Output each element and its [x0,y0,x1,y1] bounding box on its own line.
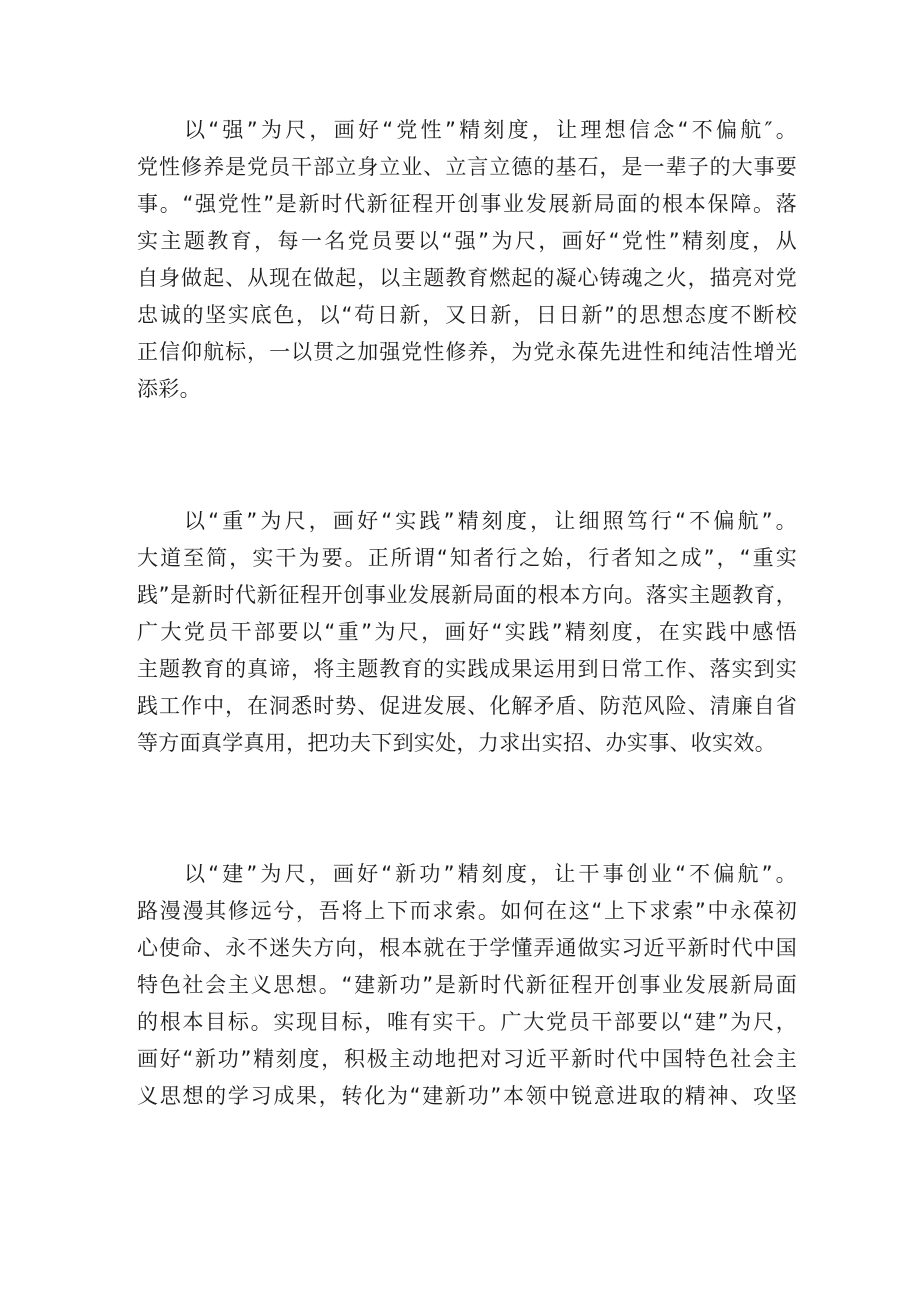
paragraph-line: 心使命、永不迷失方向，根本就在于学懂弄通做实习近平新时代中国 [137,936,797,960]
paragraph-heading-line: 以“建”为尺，画好“新功”精刻度，让干事创业“不偏航”。 [184,862,797,886]
paragraph-line: 忠诚的坚实底色，以“苟日新，又日新，日日新”的思想态度不断校 [137,303,797,327]
paragraph-line: 事。“强党性”是新时代新征程开创事业发展新局面的根本保障。落 [137,192,797,216]
paragraph-line: 大道至简，实干为要。正所谓“知者行之始，行者知之成”，“重实 [137,546,797,570]
paragraph-line: 自身做起、从现在做起，以主题教育燃起的凝心铸魂之火，描亮对党 [137,266,797,290]
paragraph-line: 等方面真学真用，把功夫下到实处，力求出实招、办实事、收实效。 [137,731,776,755]
paragraph-new-achievements [137,856,797,1115]
paragraph-line: 党性修养是党员干部立身立业、立言立德的基石，是一辈子的大事要 [137,155,797,179]
paragraph-line: 特色社会主义思想。“建新功”是新时代新征程开创事业发展新局面 [137,973,797,997]
paragraph-line: 画好“新功”精刻度，积极主动地把对习近平新时代中国特色社会主 [137,1047,797,1071]
paragraph-line: 践”是新时代新征程开创事业发展新局面的根本方向。落实主题教育， [137,583,797,607]
paragraph-line: 主题教育的真谛，将主题教育的实践成果运用到日常工作、落实到实 [137,657,797,681]
paragraph-practice [137,503,797,762]
paragraph-line: 践工作中，在洞悉时势、促进发展、化解矛盾、防范风险、清廉自省 [137,694,797,718]
paragraph-heading-line: 以“重”为尺，画好“实践”精刻度，让细照笃行“不偏航”。 [184,509,797,533]
paragraph-line: 的根本目标。实现目标，唯有实干。广大党员干部要以“建”为尺， [137,1010,797,1034]
paragraph-strong-party-spirit [137,112,797,408]
paragraph-line: 义思想的学习成果，转化为“建新功”本领中锐意进取的精神、攻坚 [137,1084,797,1108]
paragraph-line: 路漫漫其修远兮，吾将上下而求索。如何在这“上下求索”中永葆初 [137,899,797,923]
paragraph-line: 实主题教育，每一名党员要以“强”为尺，画好“党性”精刻度，从 [137,229,797,253]
paragraph-line: 广大党员干部要以“重”为尺，画好“实践”精刻度，在实践中感悟 [137,620,797,644]
paragraph-line: 正信仰航标，一以贯之加强党性修养，为党永葆先进性和纯洁性增光 [137,340,797,364]
paragraph-line: 添彩。 [137,377,201,401]
paragraph-heading-line: 以“强”为尺，画好“党性”精刻度，让理想信念“不偏航″。 [184,118,797,142]
